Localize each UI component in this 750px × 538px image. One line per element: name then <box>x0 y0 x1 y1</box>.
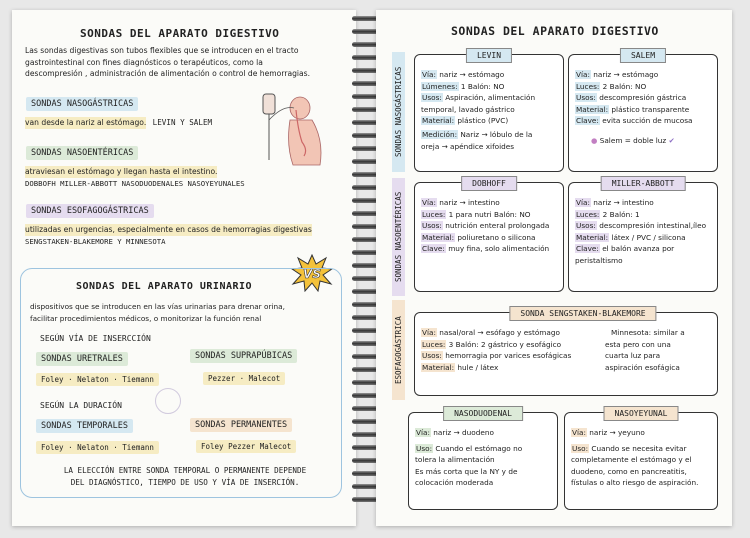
intro-line: gastrointestinal con fines diagnósticos o terapéuticos, como la <box>25 57 263 67</box>
card-nasoyeyunal-body <box>571 427 713 489</box>
card-miller-abbott <box>568 179 718 292</box>
nasoenteric-heading: SONDAS NASOENTÉRICAS <box>26 146 138 160</box>
key: Vía: <box>576 70 590 79</box>
key: Luces: <box>422 339 446 349</box>
value: colocación moderada <box>415 478 494 488</box>
via-heading: SEGÚN VÍA DE INSERCCIÓN <box>40 334 151 343</box>
value: Nariz → lóbulo de la <box>458 129 533 139</box>
suprapubic-heading: SONDAS SUPRAPÚBICAS <box>190 349 297 363</box>
urethral-items: Foley · Nelaton · Tiemann <box>36 373 159 386</box>
nasogastric-tube-illustration <box>258 90 333 170</box>
value: peristaltismo <box>575 255 623 265</box>
conclusion-line: DEL DIAGNÓSTICO, TIEMPO DE USO Y VÍA DE INSERCIÓN. <box>70 478 300 487</box>
card-dobhoff-title: DOBHOFF <box>461 176 517 191</box>
card-nasoyeyunal-title: NASOYEYUNAL <box>604 406 679 421</box>
value: descompresión gástrica <box>596 93 687 103</box>
nasogastric-heading: SONDAS NASOGÁSTRICAS <box>26 97 138 111</box>
salem-note: Salem = doble luz <box>599 135 667 145</box>
card-sengstaken-body <box>421 327 606 373</box>
permanent-heading: SONDAS PERMANENTES <box>190 418 292 432</box>
card-salem-body <box>575 69 713 147</box>
urinary-title: SONDAS DEL APARATO URINARIO <box>76 281 253 292</box>
value: el balón avanza por <box>599 244 675 254</box>
value: nariz → intestino <box>436 198 500 207</box>
nasogastric-desc <box>25 117 212 129</box>
key: Vía: <box>422 198 436 207</box>
value: plástico transparente <box>609 104 690 114</box>
key: Usos: <box>422 351 442 361</box>
value: Aspiración, alimentación <box>442 93 536 103</box>
key: Luces: <box>422 209 446 219</box>
minnesota-note <box>605 327 713 373</box>
card-nasoyeyunal <box>564 409 718 510</box>
key: Vía: <box>572 428 586 437</box>
key: Uso: <box>572 443 589 453</box>
card-miller-title: MILLER-ABBOTT <box>601 176 686 191</box>
value: nasal/oral → esófago y estómago <box>436 328 560 337</box>
urinary-intro-line: facilitar procedimientos médicos, o monitorizar la función renal <box>30 313 262 323</box>
key: Lúmenes: <box>422 81 458 91</box>
key: Usos: <box>576 93 596 103</box>
urethral-heading: SONDAS URETRALES <box>36 352 128 366</box>
conclusion-line: LA ELECCIÓN ENTRE SONDA TEMPORAL O PERMANENTE DEPENDE <box>63 466 307 475</box>
card-levin-title: LEVIN <box>466 48 512 63</box>
key: Vía: <box>576 198 590 207</box>
permanent-items: Foley Pezzer Malecot <box>196 440 296 453</box>
intro-line: descompresión , administración de alimentación o control de hemorragias. <box>25 69 311 78</box>
value: hemorragia por varices esofágicas <box>442 351 572 361</box>
value: 2 Balón: NO <box>600 81 647 91</box>
value: hule / látex <box>455 362 499 372</box>
esophagogastric-desc-text: utilizadas en urgencias, especialmente en casos de hemorragias digestivas <box>25 225 312 234</box>
key: Luces: <box>576 81 600 91</box>
brain-icon: ● <box>591 135 598 145</box>
nasogastric-desc-text: van desde la nariz al estómago. <box>25 118 147 127</box>
key: Material: <box>422 116 455 126</box>
nasoenteric-examples: DOBBOFH MILLER-ABBOTT NASODUODENALES NASOYEYUNALES <box>25 178 245 188</box>
card-levin <box>414 51 564 172</box>
value: Cuando se necesita evitar <box>589 443 687 453</box>
value: plástico (PVC) <box>455 116 509 126</box>
card-dobhoff <box>414 179 564 292</box>
value: descompresión intestinal,íleo <box>596 221 707 231</box>
key: Usos: <box>422 221 442 231</box>
intro-line: Las sondas digestivas son tubos flexibles que se introducen en el tracto <box>25 46 299 55</box>
key: Material: <box>422 362 455 372</box>
vs-label: VS <box>303 267 321 281</box>
watermark-stamp <box>155 388 181 414</box>
value: temporal, lavado gástrico <box>421 104 515 114</box>
value: fístulas o alto riesgo de aspiración. <box>571 478 699 488</box>
temporary-heading: SONDAS TEMPORALES <box>36 419 133 433</box>
key: Usos: <box>576 221 596 231</box>
key: Clave: <box>576 116 599 126</box>
card-nasoduodenal <box>408 409 558 510</box>
card-sengstaken-title: SONDA SENGSTAKEN-BLAKEMORE <box>509 306 656 321</box>
card-salem <box>568 51 718 172</box>
key: Usos: <box>422 93 442 103</box>
card-sengstaken <box>414 309 718 396</box>
right-title: SONDAS DEL APARATO DIGESTIVO <box>451 24 659 38</box>
value: 3 Balón: 2 gástrico y esofágico <box>446 339 562 349</box>
value: Minnesota: similar a <box>611 328 685 337</box>
value: evita succión de mucosa <box>599 116 693 126</box>
nasoenteric-desc-text: atraviesan el estómago y llegan hasta el intestino. <box>25 167 218 176</box>
key: Uso: <box>416 443 433 453</box>
side-label-nasoenteric: SONDAS NASOENTÉRICAS <box>392 178 405 296</box>
left-title: SONDAS DEL APARATO DIGESTIVO <box>80 27 280 40</box>
value: poliuretano o silicona <box>455 232 536 242</box>
temporary-items: Foley · Nelaton · Tiemann <box>36 441 159 454</box>
side-label-nasogastric: SONDAS NASOGÁSTRICAS <box>392 52 405 172</box>
card-salem-title: SALEM <box>620 48 666 63</box>
value: completamente el estómago y el <box>571 455 692 465</box>
value: nariz → duodeno <box>430 428 494 437</box>
digestive-intro <box>25 45 350 80</box>
value: 1 para nutri Balón: NO <box>446 209 531 219</box>
check-icon: ✔ <box>668 135 675 145</box>
value: 1 Balón: NO <box>458 81 505 91</box>
value: nutrición enteral prolongada <box>442 221 550 231</box>
value: nariz → estómago <box>590 70 659 79</box>
key: Vía: <box>416 428 430 437</box>
value: nariz → estómago <box>436 70 505 79</box>
value: oreja → apéndice xifoides <box>421 141 515 151</box>
card-nasoduodenal-body <box>415 427 553 489</box>
key: Material: <box>422 232 455 242</box>
duration-heading: SEGÚN LA DURACIÓN <box>40 401 122 410</box>
esophagogastric-heading: SONDAS ESOFAGOGÁSTRICAS <box>26 204 154 218</box>
card-dobhoff-body <box>421 197 559 255</box>
esophagogastric-desc <box>25 224 312 247</box>
key: Material: <box>576 232 609 242</box>
key: Vía: <box>422 328 436 337</box>
value: Cuando el estómago no <box>433 443 523 453</box>
key: Vía: <box>422 70 436 79</box>
key: Material: <box>576 104 609 114</box>
value: muy fina, solo alimentación <box>445 244 550 254</box>
value: esta pero con una <box>605 339 671 349</box>
value: Es más corta que la NY y de <box>415 466 518 476</box>
nasoenteric-desc <box>25 166 245 189</box>
card-levin-body <box>421 69 559 152</box>
value: nariz → intestino <box>590 198 654 207</box>
value: tolera la alimentación <box>415 455 495 465</box>
value: cuarta luz para <box>605 351 661 361</box>
key: Medición: <box>422 129 458 139</box>
card-nasoduodenal-title: NASODUODENAL <box>443 406 523 421</box>
side-label-esophagogastric: ESOFAGOGÁSTRICA <box>392 300 405 400</box>
value: látex / PVC / silicona <box>609 232 686 242</box>
key: Clave: <box>422 244 445 254</box>
value: aspiración esofágica <box>605 362 680 372</box>
urinary-intro-line: dispositivos que se introducen en las vías urinarias para drenar orina, <box>30 302 285 311</box>
value: nariz → yeyuno <box>586 428 645 437</box>
nasogastric-examples: LEVIN Y SALEM <box>152 118 213 127</box>
value: 2 Balón: 1 <box>600 209 640 219</box>
key: Luces: <box>576 209 600 219</box>
esophagogastric-examples: SENGSTAKEN-BLAKEMORE Y MINNESOTA <box>25 236 166 246</box>
card-miller-body <box>575 197 713 267</box>
urinary-intro <box>30 301 335 324</box>
urinary-conclusion <box>35 465 335 489</box>
value: duodeno, como en pancreatitis, <box>571 466 687 476</box>
suprapubic-items: Pezzer · Malecot <box>203 372 285 385</box>
key: Clave: <box>576 244 599 254</box>
